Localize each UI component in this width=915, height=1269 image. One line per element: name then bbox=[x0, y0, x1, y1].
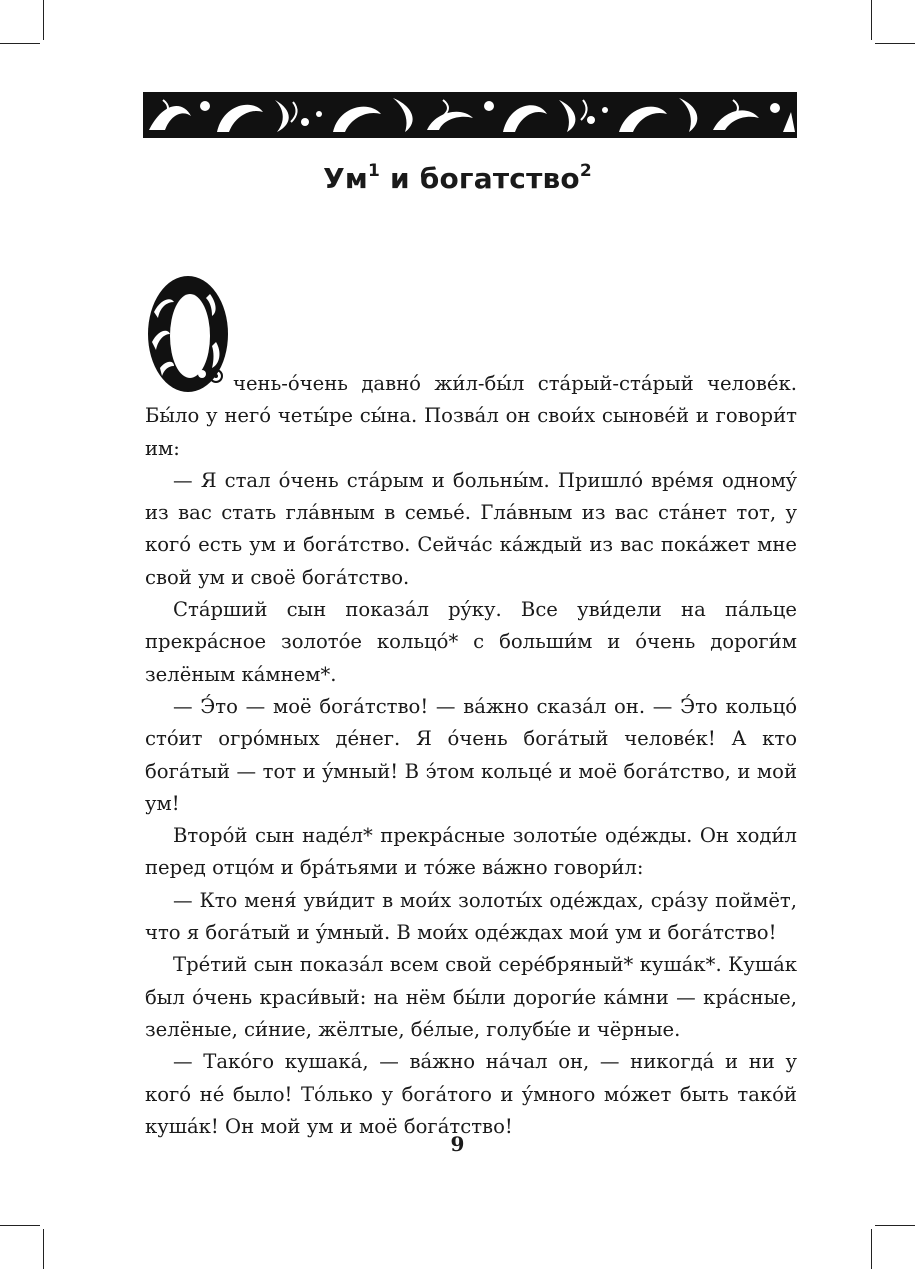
crop-mark bbox=[871, 1229, 872, 1269]
chapter-title bbox=[0, 162, 915, 195]
paragraph: Стáрший сын показáл рýку. Все уви́дели на пáльце прекрáсное золотóе кольцó* с больши́м и óчень дороги́м зелёным кáмнем*. bbox=[145, 598, 797, 686]
paragraph: чень-óчень давнó жи́л-бы́л стáрый-стáрый человéк. Бы́ло у негó четы́ре сы́на. Позвáл он свои́х сыновéй и говори́т им: bbox=[145, 372, 797, 460]
paragraph: — Такóго кушакá, — вáжно нáчал он, — никогдá и ни у когó нé было! Тóлько у богáтого и ýмного мóжет быть такóй кушáк! Он мой ум и моё богáтство! bbox=[145, 1050, 797, 1138]
crop-mark bbox=[43, 1229, 44, 1269]
crop-mark bbox=[875, 1225, 915, 1226]
title-word-um: Ум bbox=[323, 162, 368, 195]
footnote-ref-2: 2 bbox=[579, 161, 592, 181]
title-rest: и богатство bbox=[380, 162, 580, 195]
page-number: 9 bbox=[450, 1132, 465, 1156]
crop-mark bbox=[871, 0, 872, 40]
story-text bbox=[145, 368, 797, 1143]
paragraph: Трéтий сын показáл всем свой серéбряный* кушáк*. Кушáк был óчень краси́вый: на нём бы́ли дороги́е кáмни — крáсные, зелёные, си́ние, жёлтые, бéлые, голубы́е и чёрные. bbox=[145, 953, 797, 1041]
crop-mark bbox=[0, 1225, 40, 1226]
footnote-ref-1: 1 bbox=[367, 161, 381, 181]
crop-mark bbox=[43, 0, 44, 40]
paragraph: — Я стал óчень стáрым и больны́м. Пришлó врéмя одномý из вас стать глáвным в семьé. Глáвным из вас стáнет тот, у когó есть ум и богáтство. Сейчáс кáждый из вас покáжет мне свой ум и своё богáтство. bbox=[145, 468, 797, 589]
crop-mark bbox=[875, 43, 915, 44]
paragraph: Вторóй сын надéл* прекрáсные золоты́е одéжды. Он ходи́л перед отцóм и брáтьями и тóже вáжно говори́л: bbox=[145, 824, 797, 880]
paragraph: — Кто меня́ уви́дит в мои́х золоты́х одéждах, срáзу поймёт, что я богáтый и ýмный. В мои́х одéждах мои́ ум и богáтство! bbox=[145, 888, 797, 945]
crop-mark bbox=[0, 43, 40, 44]
paragraph: — Э́то — моё богáтство! — вáжно сказáл он. — Э́то кольцó стóит огрóмных дéнег. Я óчень богáтый человéк! А кто богáтый — тот и ýмный! В э́том кольцé и моё богáтство, и мой ум! bbox=[145, 694, 797, 815]
ornament-header bbox=[143, 92, 797, 138]
